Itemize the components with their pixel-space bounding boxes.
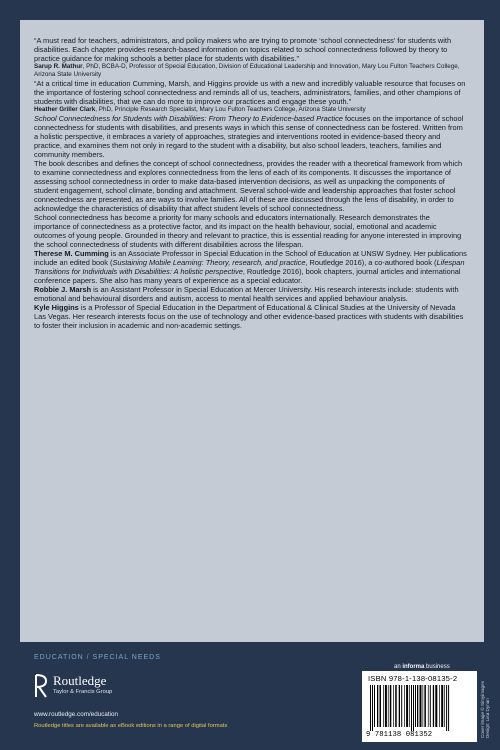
barcode-bar [446,685,447,731]
author-bio-higgins-text: is a Professor of Special Education in the Department of Educational & Clinical Studies at the University of Nevada Las Vegas. Her research interests focus on the use of technology and other evidence-based practices with students with disabilities to foster their inclusion in academic and non-academic settings. [34,303,464,330]
barcode-bar [401,685,402,727]
barcode-bar [380,685,382,727]
endorser-role-2: , PhD, Principle Research Specialist, Mary Lou Fulton Teachers College, Arizona State University [95,106,366,113]
informa-brand: informa [402,664,425,670]
endorsement-attribution-2 [34,106,468,114]
barcode-bar [441,685,443,727]
barcode-bar [409,685,410,727]
barcode-bar [388,685,389,727]
description-paragraph-2: The book describes and defines the concept of school connectedness, provides the reader with a theoretical framework from which to examine connectedness and explores connectedness from the lens of each of its components. It discusses the importance of assessing school connectedness in order to make data-based intervention decisions, as well as unpacking the components of student engagement, school climate, bonding and attachment. Several school-wide and leadership approaches that foster school connectedness are presented, as are ways to involve families. All of these are discussed through the lens of disability, in order to acknowledge the characteristics of disability that affect student levels of school connectedness. [34,159,463,213]
barcode-bar [433,685,434,727]
description-paragraph-1 [34,114,468,159]
publisher-group: Taylor & Francis Group [53,689,113,695]
cover-image-credit: Cover image © Simyimages [480,681,485,738]
barcode-number: 9 781138 081352 [366,731,433,739]
subject-category: EDUCATION / SPECIAL NEEDS [34,654,161,661]
isbn-label: ISBN 978-1-138-08135-2 [368,674,458,683]
author-bio-cumming-text-b: , Routledge 2016), a co-authored book ( [305,258,437,267]
author-name-cumming: Therese M. Cumming [34,249,109,258]
routledge-logo [34,673,150,703]
publisher-name: Routledge [53,673,107,688]
cover-text [34,36,468,330]
author-bio-cumming-text-c: , Routledge 2016), book chapters, journal articles and international conference papers. She also has many years of experience as a special educator. [34,267,461,285]
ebook-note: Routledge titles are available as eBook editions in a range of digital formats [34,723,228,729]
barcode-bar [435,685,437,727]
barcode-bar [420,685,422,727]
barcode-bar [399,685,400,727]
book-title-sustaining-mobile-learning: Sustaining Mobile Learning: Theory, research, and practice [112,258,306,267]
endorser-name-1: Sarup R. Mathur [34,63,83,70]
barcode [368,685,471,731]
barcode-bar [404,685,405,727]
informa-suffix: business [424,664,450,670]
informa-prefix: an [394,664,403,670]
barcode-bar [428,685,429,727]
cover-credit [480,681,491,738]
barcode-bar [417,685,418,727]
book-title-lifespan-transitions: Lifespan Transitions for Individuals with Disabilities: A holistic perspective [34,258,465,276]
endorsement-quote-2: “At a critical time in education Cumming, Marsh, and Higgins provide us with a new and incredibly valuable resource that focuses on the importance of fostering school connectedness and reminds all of us, teachers, administrators, families, and other champions of students with disabilities, that we can do more to improve our practices and engage these youth.” [34,79,466,106]
description-paragraph-1-text: focuses on the importance of school connectedness for students with disabilities, and presents ways in which this sense of connectedness can be fostered. Written from a holistic perspective, it embraces a variety of approaches, strategies and interventions rooted in evidence-based theory and practice, and examines them not only in regard to the student with a disability, but also school leaders, teachers, families and community members. [34,114,464,159]
barcode-bar [423,685,424,727]
author-bio-marsh-text: is an Assistant Professor in Special Education at Mercer University. His research interests include: students with emotional and behavioural disorders and autism, access to mental health services and applied behaviour analysis. [34,285,459,303]
barcode-bar [393,685,394,727]
endorsement-attribution-1 [34,63,468,79]
endorser-role-1: , PhD, BCBA-D, Professor of Special Education, Division of Educational Leadership and Innovation, Mary Lou Fulton Teachers College, Arizona State University [34,63,460,78]
endorsement-quote-1: “A must read for teachers, administrators, and policy makers who are trying to promote ‘school connectedness’ for students with disabilities. Each chapter provides research-based information on topics related to school connectedness followed by theory to practice guidance for making schools a better place for students with disabilities.” [34,36,452,63]
barcode-bar [395,685,397,727]
author-name-higgins: Kyle Higgins [34,303,79,312]
barcode-bar [413,685,414,731]
text-panel [20,20,484,642]
barcode-block [362,671,477,742]
book-title: School Connectedness for Students with Disabilities: From Theory to Evidence-based Practice [34,114,343,123]
author-bio-cumming [34,249,468,285]
endorser-name-2: Heather Griller Clark [34,106,96,113]
barcode-bar [415,685,416,727]
barcode-bar [411,685,412,731]
barcode-bar [377,685,378,727]
author-name-marsh: Robbie J. Marsh [34,285,92,294]
barcode-bar [448,685,449,731]
barcode-bar [439,685,440,727]
author-bio-cumming-text-a: is an Associate Professor in Special Education in the School of Education at UNSW Sydney. Her publications include an edited book ( [34,249,467,267]
barcode-bar [430,685,431,727]
barcode-bar [372,685,373,731]
barcode-bar [370,685,371,731]
publisher-url: www.routledge.com/education [34,711,119,718]
author-bio-marsh [34,285,468,303]
barcode-bar [385,685,387,727]
cover-design-credit: Design: Lisa Dynan [485,698,491,738]
barcode-bar [383,685,384,727]
barcode-bar [390,685,392,727]
description-paragraph-3: School connectedness has become a priority for many schools and educators internationally. Research demonstrates the importance of connectedness as a protective factor, and its impact on the health behaviour, social, emotional and academic outcomes of young people. Grounded in theory and relevant to practice, this is essential reading for anyone interested in improving the school connectedness of students with different disabilities across the lifespan. [34,213,462,249]
routledge-r-icon [34,674,48,698]
barcode-bar [424,685,426,727]
author-bio-higgins [34,303,468,330]
barcode-bar [374,685,375,727]
barcode-bar [406,685,408,727]
barcode-bar [444,685,445,727]
informa-business-tag [394,664,450,670]
